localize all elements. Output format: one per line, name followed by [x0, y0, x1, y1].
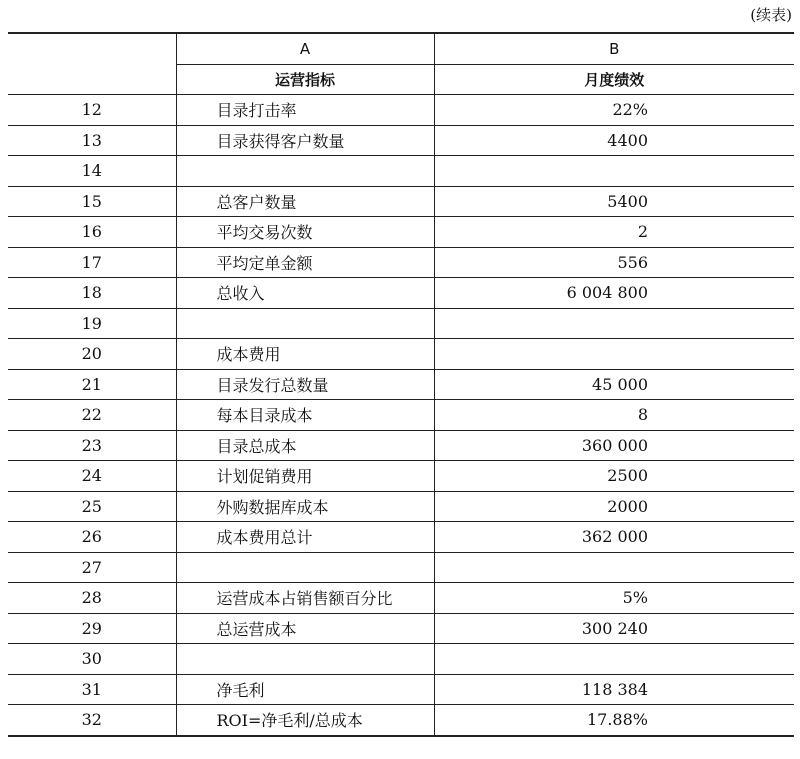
row-number: 19: [8, 308, 176, 339]
metric-value: 22%: [434, 95, 794, 126]
metric-label: 计划促销费用: [176, 461, 434, 492]
table-row: [8, 674, 794, 705]
column-b-title: 月度绩效: [434, 64, 794, 95]
metric-label: 目录发行总数量: [176, 369, 434, 400]
table-row: [8, 278, 794, 309]
metric-value: 2000: [434, 491, 794, 522]
operations-table: [8, 32, 794, 737]
table-row: [8, 552, 794, 583]
row-number: 30: [8, 644, 176, 675]
row-number: 31: [8, 674, 176, 705]
row-number: 25: [8, 491, 176, 522]
metric-value: 45 000: [434, 369, 794, 400]
table-row: [8, 95, 794, 126]
metric-label: 运营成本占销售额百分比: [176, 583, 434, 614]
metric-label: 平均交易次数: [176, 217, 434, 248]
metric-value: [434, 552, 794, 583]
metric-label: [176, 308, 434, 339]
metric-label: ROI=净毛利/总成本: [176, 705, 434, 736]
table-row: [8, 522, 794, 553]
table-row: [8, 156, 794, 187]
continued-label: (续表): [750, 6, 792, 24]
metric-label: 总客户数量: [176, 186, 434, 217]
metric-label: 外购数据库成本: [176, 491, 434, 522]
metric-value: 2: [434, 217, 794, 248]
table-row: [8, 583, 794, 614]
metric-label: 每本目录成本: [176, 400, 434, 431]
table-row: [8, 125, 794, 156]
row-number: 27: [8, 552, 176, 583]
metric-value: 362 000: [434, 522, 794, 553]
row-number: 22: [8, 400, 176, 431]
table-row: [8, 613, 794, 644]
row-number: 32: [8, 705, 176, 736]
metric-value: 8: [434, 400, 794, 431]
table-row: [8, 186, 794, 217]
metric-label: 成本费用总计: [176, 522, 434, 553]
table-row: [8, 339, 794, 370]
table-row: [8, 247, 794, 278]
metric-value: 2500: [434, 461, 794, 492]
row-number: 24: [8, 461, 176, 492]
metric-label: 目录获得客户数量: [176, 125, 434, 156]
row-number: 28: [8, 583, 176, 614]
table-row: [8, 644, 794, 675]
table-row: [8, 369, 794, 400]
row-number: 21: [8, 369, 176, 400]
table-row: [8, 430, 794, 461]
table-row: [8, 217, 794, 248]
row-number: 13: [8, 125, 176, 156]
column-a-letter: A: [176, 33, 434, 64]
table-row: [8, 491, 794, 522]
table-row: [8, 461, 794, 492]
metric-label: 总运营成本: [176, 613, 434, 644]
row-number: 26: [8, 522, 176, 553]
column-a-title: 运营指标: [176, 64, 434, 95]
metric-value: 5400: [434, 186, 794, 217]
row-number: 14: [8, 156, 176, 187]
metric-label: 成本费用: [176, 339, 434, 370]
metric-value: 360 000: [434, 430, 794, 461]
metric-label: [176, 156, 434, 187]
metric-label: 净毛利: [176, 674, 434, 705]
row-number: 20: [8, 339, 176, 370]
column-b-letter: B: [434, 33, 794, 64]
metric-value: 300 240: [434, 613, 794, 644]
table-row: [8, 705, 794, 736]
metric-value: 17.88%: [434, 705, 794, 736]
metric-value: [434, 339, 794, 370]
metric-value: 556: [434, 247, 794, 278]
header-empty-cell: [8, 64, 176, 95]
row-number: 15: [8, 186, 176, 217]
metric-value: [434, 308, 794, 339]
metric-label: [176, 644, 434, 675]
row-number: 16: [8, 217, 176, 248]
table-row: [8, 308, 794, 339]
table-body: [8, 33, 794, 736]
metric-value: [434, 156, 794, 187]
table-row: [8, 400, 794, 431]
metric-label: 目录总成本: [176, 430, 434, 461]
header-empty-cell: [8, 33, 176, 64]
metric-value: 118 384: [434, 674, 794, 705]
metric-value: 6 004 800: [434, 278, 794, 309]
header-row-titles: [8, 64, 794, 95]
metric-label: [176, 552, 434, 583]
metric-label: 总收入: [176, 278, 434, 309]
header-row-letters: [8, 33, 794, 64]
row-number: 18: [8, 278, 176, 309]
metric-label: 平均定单金额: [176, 247, 434, 278]
row-number: 23: [8, 430, 176, 461]
metric-value: 5%: [434, 583, 794, 614]
row-number: 29: [8, 613, 176, 644]
row-number: 17: [8, 247, 176, 278]
row-number: 12: [8, 95, 176, 126]
metric-value: 4400: [434, 125, 794, 156]
metric-label: 目录打击率: [176, 95, 434, 126]
metric-value: [434, 644, 794, 675]
